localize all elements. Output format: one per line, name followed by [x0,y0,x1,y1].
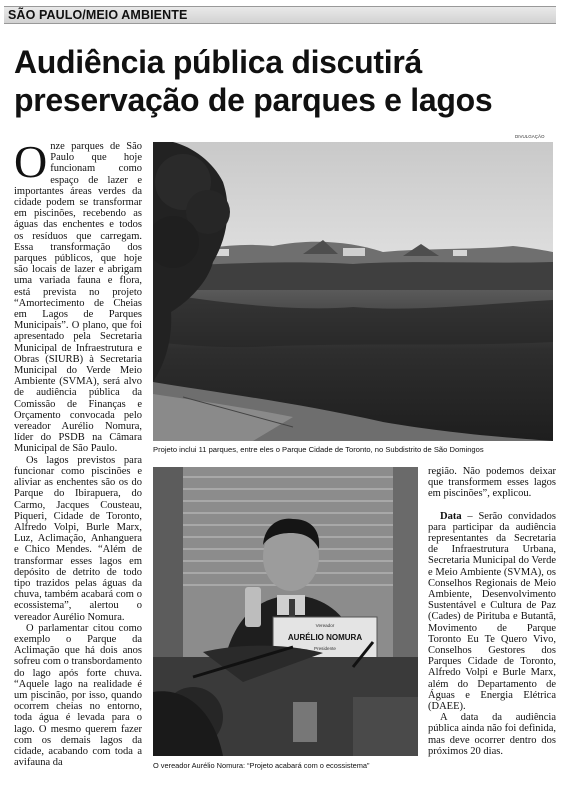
article-column-3 [428,466,556,757]
photo-caption-1: Projeto inclui 11 parques, entre eles o Parque Cidade de Toronto, no Subdistrito de São Domingos [153,445,484,454]
nameplate-role-bottom: Presidente [314,646,336,651]
councilman-image [153,467,418,756]
article-paragraph-1-text: nze parques de São Paulo que hoje funcionam como espaço de lazer e importantes áreas verdes da cidade podem se transformar em piscinões, recebendo as águas das enchentes e todos os resíduos que carregam. Essa transformação dos parques públicos, que hoje são locais de lazer e abrigam uma variada fauna e flora, está prevista no projeto “Amortecimento de Cheias em Lagos de Parques Municipais”. O plano, que foi apresentado pela Secretaria Municipal de Infraestrutura e Obras (SIURB) à Secretaria Municipal do Verde Meio Ambiente (SVMA), será alvo de audiência pública da Comissão de Finanças e Orçamento convocada pelo vereador Aurélio Nomura, líder do PSDB na Câmara Municipal de São Paulo. [14,141,142,455]
nameplate-name: AURÉLIO NOMURA [287,633,363,642]
article-paragraph-2: Os lagos previstos para funcionar como piscinões e aliviar as enchentes são os do Parque do Ibirapuera, do Carmo, Jacques Cousteau, Piqueri, Cidade de Toronto, Alfredo Volpi, Burle Marx, Luz, Aclimação, Anhanguera e Chico Mendes. “Além de transformar esses lagos em depósito de detrito de todo tipo trazidos pelas águas da chuva, também acabará com o ecossistema”, alertou o vereador Aurélio Nomura. [14,454,142,623]
photo-caption-2: O vereador Aurélio Nomura: “Projeto acabará com o ecossistema” [153,761,370,770]
lake-park-image [153,142,553,441]
headline [14,43,554,119]
councilman-photo [153,467,418,756]
article-paragraph-3-continued: região. Não podemos deixar que transformem esses lagos em piscinões”, explicou. [428,466,556,500]
article-paragraph-3: O parlamentar citou como exemplo o Parque da Aclimação que há dois anos sofreu com o transbordamento do lago após forte chuva. “Aquele lago na realidade é um piscinão, por isso, quando ocorrem cheias no entorno, toda água é levada para o lago. O mesmo querem fazer com os demais lagos da cidade, acabando com toda a avifauna da [14,622,143,769]
headline-line-1: Audiência pública discutirá [14,44,422,80]
section-bar [4,6,556,24]
article-paragraph-5: A data da audiência pública ainda não foi definida, mas deve ocorrer dentro dos próximos 20 dias. [428,712,556,757]
dropcap: O [14,136,48,187]
article-column-1 [14,136,143,769]
data-lead: Data [440,510,462,522]
headline-line-2: preservação de parques e lagos [14,82,493,118]
lake-park-photo [153,142,553,441]
article-paragraph-4 [428,511,556,713]
photo-credit: DIVULGAÇÃO [515,134,545,139]
nameplate-role-top: Vereador [315,623,335,628]
section-label: SÃO PAULO/MEIO AMBIENTE [8,8,188,22]
article-paragraph-4-text: – Serão convidados para participar da audiência representantes da Secretaria de Infraestrutura Urbana, Secretaria Municipal do Verde e Meio Ambiente (SVMA), os Conselhos Regionais de Meio Ambiente, Desenvolvimento Sustentável e Cultura de Paz (Cades) de Pirituba e Butantã, Movimento de Parque Toronto Eu Te Quero Vivo, Conselhos Gestores dos Parques Cidade de Toronto, Alfredo Volpi e Burle Marx, além do Departamento de Águas e Energia Elétrica (DAEE). [428,510,556,713]
article-paragraph-1 [14,136,142,455]
